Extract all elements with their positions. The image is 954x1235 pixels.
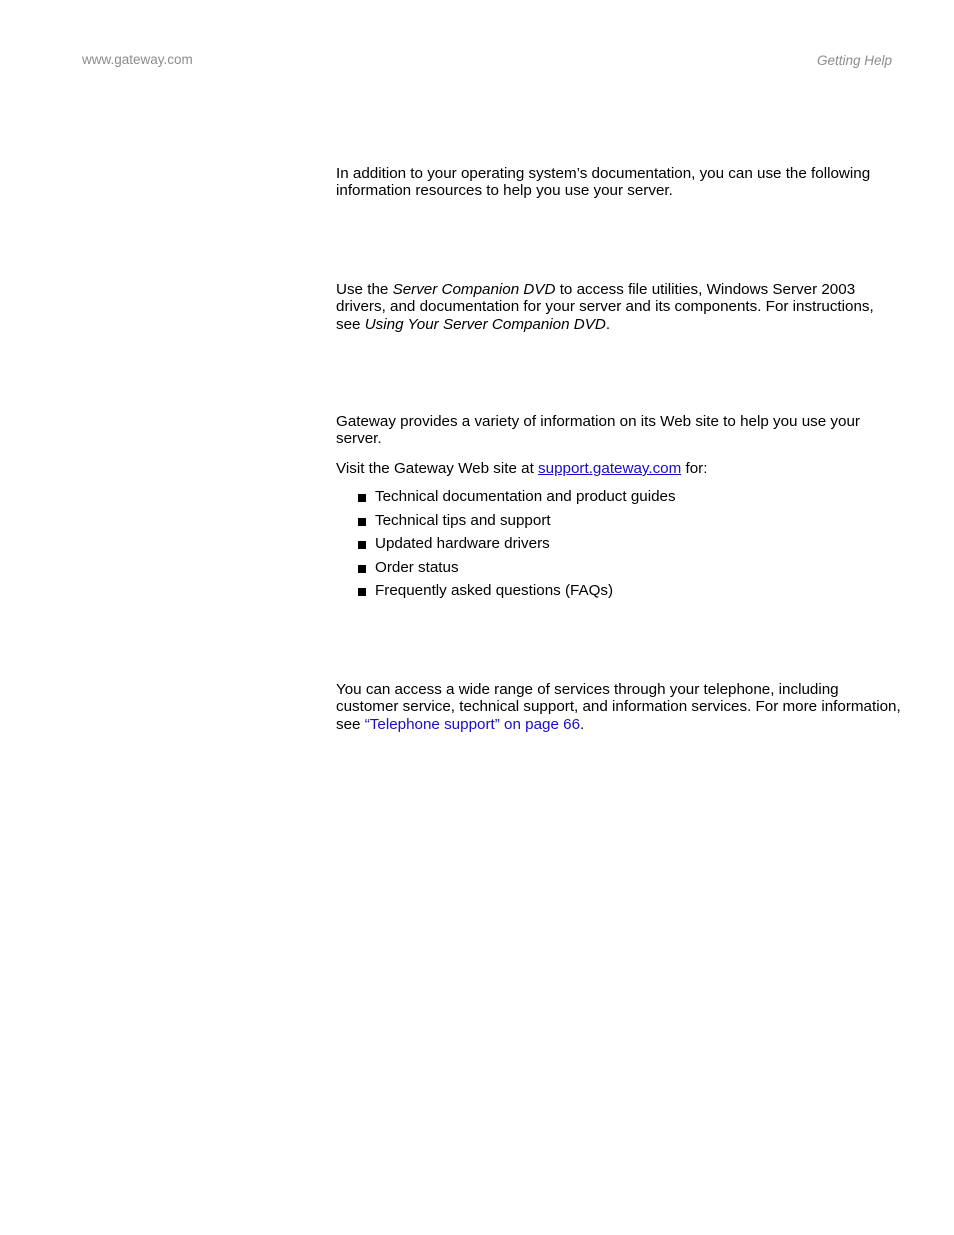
list-item — [358, 582, 676, 606]
list-item-label: Frequently asked questions (FAQs) — [375, 582, 614, 600]
resource-list — [358, 488, 676, 606]
intro-paragraph: In addition to your operating system’s documentation, you can use the following information resources to help you use your server. — [336, 165, 871, 200]
square-bullet-icon — [358, 541, 366, 549]
phone-text-end: . — [580, 715, 585, 733]
list-item-label: Technical tips and support — [375, 511, 551, 529]
dvd-text-end: . — [605, 315, 611, 333]
telephone-support-xref[interactable]: “Telephone support” on page 66 — [364, 715, 581, 733]
square-bullet-icon — [358, 565, 366, 573]
dvd-text-mid: to access file utilities, Windows Server 2003 drivers, and documentation for your server and its components. For instructions, see — [336, 281, 874, 333]
dvd-paragraph — [336, 281, 902, 333]
list-item-label: Order status — [375, 558, 459, 576]
visit-paragraph — [336, 460, 902, 477]
visit-text-pre: Visit the Gateway Web site at — [336, 460, 539, 477]
dvd-text-pre: Use the — [336, 281, 393, 298]
web-paragraph: Gateway provides a variety of information on its Web site to help you use your server. — [336, 413, 860, 448]
list-item — [358, 559, 676, 583]
dvd-reference: Using Your Server Companion DVD — [364, 315, 606, 333]
list-item-label: Technical documentation and product guides — [375, 488, 676, 505]
visit-text-post: for: — [681, 460, 708, 477]
phone-paragraph — [336, 681, 902, 733]
list-item — [358, 535, 676, 559]
list-item — [358, 512, 676, 536]
list-item — [358, 488, 676, 512]
dvd-title: Server Companion DVD — [392, 281, 556, 298]
square-bullet-icon — [358, 494, 366, 502]
support-site-link[interactable]: support.gateway.com — [538, 460, 682, 477]
square-bullet-icon — [358, 518, 366, 526]
list-item-label: Updated hardware drivers — [375, 535, 550, 553]
header-url: www.gateway.com — [82, 52, 193, 67]
square-bullet-icon — [358, 588, 366, 596]
phone-text-pre: You can access a wide range of services through your telephone, including customer service, technical support, and information services. For more information, see — [336, 681, 901, 733]
header-section-title: Getting Help — [816, 53, 892, 68]
